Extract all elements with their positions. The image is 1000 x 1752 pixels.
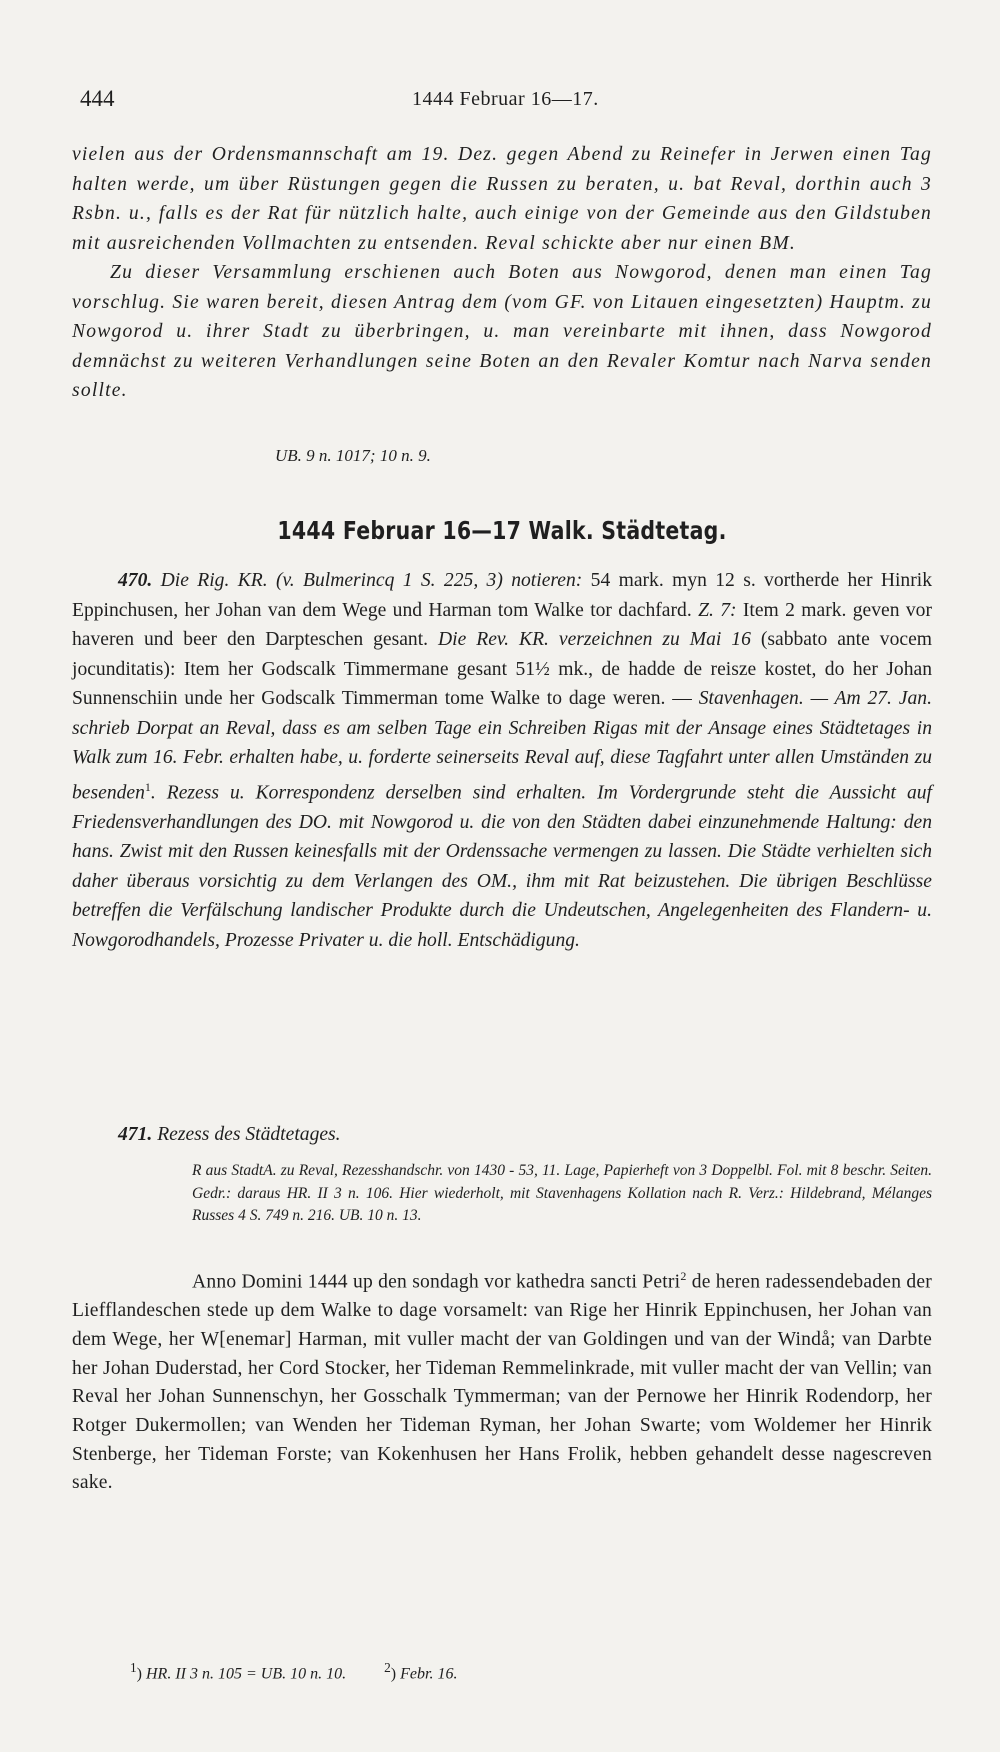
source-note: R aus StadtA. zu Reval, Rezesshandschr. von 1430 - 53, 11. Lage, Papierheft von 3 Doppelbl. Fol. mit 8 beschr. Seiten. Gedr.: daraus HR. II 3 n. 106. Hier wiederholt, mit Stavenhagens Kollation nach R. Verz.: Hildebrand, Mélanges Russes 4 S. 749 n. 216. UB. 10 n. 13. [192, 1162, 932, 1224]
footnote-mark: 2 [680, 1269, 687, 1283]
text-italic: Die Rev. KR. verzeichnen zu Mai 16 [438, 629, 761, 650]
intro-paragraph-1: vielen aus der Ordensmannschaft am 19. Dez. gegen Abend zu Reinefer in Jerwen einen Tag halten werde, um über Rüstungen gegen die Russen zu beraten, u. bat Reval, dorthin auch 3 Rsbn. u., falls es der Rat für nützlich halte, auch einige von der Gemeinde aus den Gildstuben mit ausreichenden Vollmachten zu entsenden. Reval schickte aber nur einen BM. [72, 144, 932, 254]
footnote-2-mark: 2 [384, 1660, 391, 1675]
entry-number: 471. [118, 1124, 153, 1145]
entry-title: Rezess des Städtetages. [152, 1124, 341, 1145]
footnote-mark: 1 [144, 779, 151, 794]
entry-470-text [72, 566, 932, 955]
intro-paragraph-2: Zu dieser Versammlung erschienen auch Boten aus Nowgorod, denen man einen Tag vorschlug. Sie waren bereit, diesen Antrag dem (vom GF. von Litauen eingesetzten) Hauptm. zu Nowgorod u. ihrer Stadt zu überbringen, u. man vereinbarte mit ihnen, dass Nowgorod demnächst zu weiteren Verhandlungen seine Boten an den Revaler Komtur nach Narva senden sollte. [72, 262, 932, 401]
text-italic: Stavenhagen. — Am 27. Jan. schrieb Dorpat an Reval, dass es am selben Tage ein Schreiben Rigas mit der Ansage eines Städtetages in Walk zum 16. Febr. erhalten habe, u. forderte seinerseits Reval auf, diese Tagfahrt unter allen Umständen zu besenden [72, 688, 932, 804]
recess-text-1: Anno Domini 1444 up den sondagh vor kathedra sancti Petri [192, 1271, 681, 1293]
text-quote: (sabbato ante vocem jocunditatis): Item her Godscalk Timmermane gesant 51½ mk., de hadde de reisze kostet, do her Johan Sunnenschiin unde her Godscalk Timmerman tome Walke to dage weren. — [72, 629, 933, 709]
entry-number: 470. [118, 570, 153, 591]
page-number: 444 [80, 86, 115, 111]
footnotes: $^1$) HR. II 3 n. 105 = UB. 10 n. 10. $^2$) Febr. 16. [130, 1660, 458, 1683]
reference-line: UB. 9 n. 1017; 10 n. 9. [275, 446, 431, 465]
recess-paragraph [72, 1262, 932, 1498]
footnote-1-mark: 1 [130, 1660, 137, 1675]
intro-block [72, 140, 932, 406]
section-heading: 1444 Februar 16—17 Walk. Städtetag. [277, 516, 727, 545]
recess-text [72, 1262, 932, 1498]
footnote-2-text: Febr. 16. [400, 1665, 458, 1683]
text-italic: Die Rig. KR. (v. Bulmerincq 1 S. 225, 3) notieren: [152, 570, 591, 591]
footnote-1-text: HR. II 3 n. 105 = UB. 10 n. 10. [146, 1665, 347, 1683]
entry-471-heading [72, 1120, 932, 1150]
running-head [80, 86, 940, 126]
text-quote: 54 mark. myn 12 s. vortherde her Hinrik Eppinchusen, her Johan van dem Wege und Harman tom Walke tor dachfard. [72, 570, 932, 621]
text-italic: Z. 7: [698, 599, 743, 621]
entry-470 [72, 566, 932, 955]
running-title: 1444 Februar 16—17. [412, 88, 599, 110]
recess-text-2: de heren radessendebaden der Liefflandeschen stede up dem Walke to dage vorsamelt: van Rige her Hinrik Eppinchusen, her Johan van dem Wege, her W[enemar] Harman, mit vuller macht der van Goldingen und van der Windå; van Darbte her Johan Duderstad, her Cord Stocker, her Tideman Remmelinkrade, mit vuller macht der van Vellin; van Reval her Johan Sunnenschyn, her Gosschalk Tymmerman; van der Pernowe her Hinrik Rodendorp, her Rotger Dukermollen; van Wenden her Tideman Ryman, her Johan Swarte; vom Woldemer her Hinrik Stenberge, her Tideman Forste; van Kokenhusen her Hans Frolik, hebben gehandelt desse nagescreven sake. [72, 1271, 933, 1494]
text-italic: . Rezess u. Korrespondenz derselben sind erhalten. Im Vordergrunde steht die Aussicht auf Friedensverhandlungen des DO. mit Nowgorod u. die von den Städten dabei einzunehmende Haltung: den hans. Zwist mit den Russen keinesfalls mit der Ordenssache vermengen zu lassen. Die Städte verhielten sich daher überaus vorsichtig zu dem Verlangen des OM., ihm mit Rat beizustehen. Die übrigen Beschlüsse betreffen die Verfälschung landischer Produkte durch die Undeutschen, Angelegenheiten des Flandern- u. Nowgorodhandels, Prozesse Privater u. die holl. Entschädigung. [72, 782, 932, 951]
entry-471-title [72, 1120, 932, 1150]
text-quote: Item 2 mark. geven vor haveren und beer den Darpteschen gesant. [72, 599, 932, 650]
